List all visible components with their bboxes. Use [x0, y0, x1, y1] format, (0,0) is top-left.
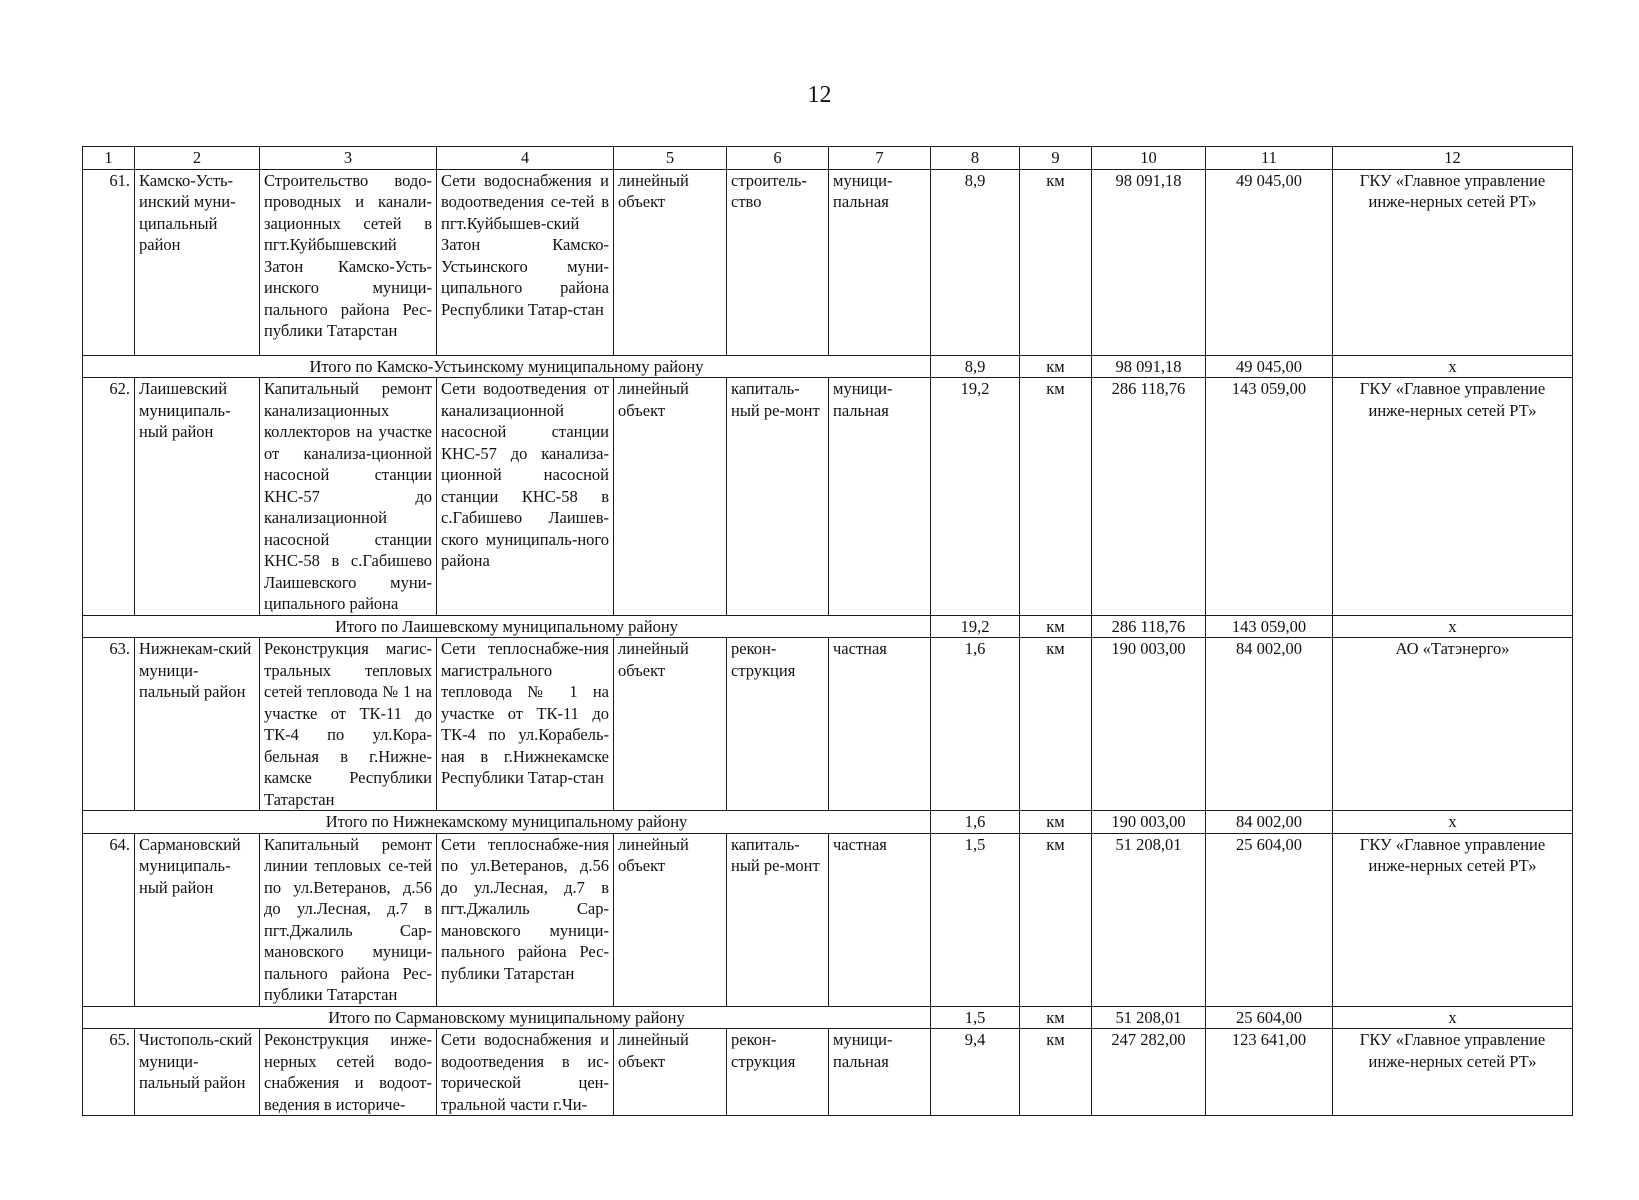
total-unit: км: [1020, 1006, 1092, 1029]
object-type-cell: линейный объект: [614, 378, 727, 616]
total-funding: 84 002,00: [1206, 811, 1333, 834]
funding-cell: 49 045,00: [1206, 169, 1333, 355]
total-funding: 49 045,00: [1206, 355, 1333, 378]
total-row: [83, 355, 1573, 378]
district-cell: Сармановский муниципаль-ный район: [135, 833, 260, 1006]
header-cell: 8: [931, 147, 1020, 170]
total-capacity: 8,9: [931, 355, 1020, 378]
customer-cell: АО «Татэнерго»: [1333, 638, 1573, 811]
cost-cell: 247 282,00: [1092, 1029, 1206, 1116]
work-description-cell: Капитальный ремонт канализационных коллекторов на участке от канализа-ционной насосной станции КНС-57 до канализационной насосной станции КНС-58 в с.Габишево Лаишевского муни-ципального района: [260, 378, 437, 616]
district-cell: Камско-Усть-инский муни-ципальный район: [135, 169, 260, 355]
ownership-cell: муници-пальная: [829, 169, 931, 355]
object-type-cell: линейный объект: [614, 1029, 727, 1116]
header-cell: 3: [260, 147, 437, 170]
total-cost: 286 118,76: [1092, 615, 1206, 638]
total-unit: км: [1020, 615, 1092, 638]
object-type-cell: линейный объект: [614, 638, 727, 811]
customer-cell: ГКУ «Главное управление инже-нерных сетей РТ»: [1333, 1029, 1573, 1116]
row-number: 63.: [83, 638, 135, 811]
investment-program-table: [82, 146, 1573, 1116]
total-row: [83, 1006, 1573, 1029]
ownership-cell: муници-пальная: [829, 1029, 931, 1116]
header-cell: 2: [135, 147, 260, 170]
total-capacity: 19,2: [931, 615, 1020, 638]
total-funding: 25 604,00: [1206, 1006, 1333, 1029]
cost-cell: 51 208,01: [1092, 833, 1206, 1006]
header-cell: 7: [829, 147, 931, 170]
unit-cell: км: [1020, 1029, 1092, 1116]
capacity-cell: 1,6: [931, 638, 1020, 811]
total-cost: 98 091,18: [1092, 355, 1206, 378]
district-cell: Чистополь-ский муници-пальный район: [135, 1029, 260, 1116]
capacity-cell: 9,4: [931, 1029, 1020, 1116]
work-description-cell: Реконструкция инже-нерных сетей водо-снабжения и водоот-ведения в историче-: [260, 1029, 437, 1116]
header-cell: 4: [437, 147, 614, 170]
funding-cell: 123 641,00: [1206, 1029, 1333, 1116]
unit-cell: км: [1020, 638, 1092, 811]
funding-cell: 84 002,00: [1206, 638, 1333, 811]
cost-cell: 190 003,00: [1092, 638, 1206, 811]
total-unit: км: [1020, 355, 1092, 378]
object-type-cell: линейный объект: [614, 169, 727, 355]
object-description-cell: Сети водоотведения от канализационной насосной станции КНС-57 до канализа-ционной насосной станции КНС-58 в с.Габишево Лаишев-ского муниципаль-ного района: [437, 378, 614, 616]
total-row: [83, 615, 1573, 638]
work-type-cell: рекон-струкция: [727, 1029, 829, 1116]
cost-cell: 286 118,76: [1092, 378, 1206, 616]
cost-cell: 98 091,18: [1092, 169, 1206, 355]
header-cell: 12: [1333, 147, 1573, 170]
district-cell: Лаишевский муниципаль-ный район: [135, 378, 260, 616]
unit-cell: км: [1020, 378, 1092, 616]
object-description-cell: Сети водоснабжения и водоотведения в ис-торической цен-тральной части г.Чи-: [437, 1029, 614, 1116]
column-number-header: [83, 147, 1573, 170]
ownership-cell: частная: [829, 833, 931, 1006]
row-number: 65.: [83, 1029, 135, 1116]
total-label: Итого по Камско-Устьинскому муниципальному району: [83, 355, 931, 378]
work-description-cell: Капитальный ремонт линии тепловых се-тей по ул.Ветеранов, д.56 до ул.Лесная, д.7 в пгт.Джалиль Сар-мановского муници-пального района Рес-публики Татарстан: [260, 833, 437, 1006]
capacity-cell: 8,9: [931, 169, 1020, 355]
table-row: [83, 169, 1573, 355]
district-cell: Нижнекам-ский муници-пальный район: [135, 638, 260, 811]
customer-cell: ГКУ «Главное управление инже-нерных сетей РТ»: [1333, 833, 1573, 1006]
total-unit: км: [1020, 811, 1092, 834]
work-description-cell: Строительство водо-проводных и канали-зационных сетей в пгт.Куйбышевский Затон Камско-Усть-инского муници-пального района Рес-публики Татарстан: [260, 169, 437, 355]
total-label: Итого по Лаишевскому муниципальному району: [83, 615, 931, 638]
table-row: [83, 638, 1573, 811]
funding-cell: 25 604,00: [1206, 833, 1333, 1006]
work-type-cell: капиталь-ный ре-монт: [727, 378, 829, 616]
customer-cell: ГКУ «Главное управление инже-нерных сетей РТ»: [1333, 378, 1573, 616]
funding-cell: 143 059,00: [1206, 378, 1333, 616]
total-customer: х: [1333, 355, 1573, 378]
row-number: 64.: [83, 833, 135, 1006]
unit-cell: км: [1020, 833, 1092, 1006]
row-number: 61.: [83, 169, 135, 355]
ownership-cell: муници-пальная: [829, 378, 931, 616]
header-cell: 5: [614, 147, 727, 170]
capacity-cell: 1,5: [931, 833, 1020, 1006]
work-type-cell: строитель-ство: [727, 169, 829, 355]
total-funding: 143 059,00: [1206, 615, 1333, 638]
customer-cell: ГКУ «Главное управление инже-нерных сетей РТ»: [1333, 169, 1573, 355]
object-description-cell: Сети теплоснабже-ния по ул.Ветеранов, д.56 до ул.Лесная, д.7 в пгт.Джалиль Сар-мановского муници-пального района Рес-публики Татарстан: [437, 833, 614, 1006]
total-label: Итого по Нижнекамскому муниципальному району: [83, 811, 931, 834]
table-row: [83, 833, 1573, 1006]
capacity-cell: 19,2: [931, 378, 1020, 616]
header-cell: 1: [83, 147, 135, 170]
header-cell: 10: [1092, 147, 1206, 170]
work-description-cell: Реконструкция магис-тральных тепловых сетей тепловода № 1 на участке от ТК-11 до ТК-4 по ул.Кора-бельная в г.Нижне-камске Республики Татарстан: [260, 638, 437, 811]
unit-cell: км: [1020, 169, 1092, 355]
total-cost: 51 208,01: [1092, 1006, 1206, 1029]
total-capacity: 1,5: [931, 1006, 1020, 1029]
object-type-cell: линейный объект: [614, 833, 727, 1006]
table-row: [83, 378, 1573, 616]
total-customer: х: [1333, 811, 1573, 834]
total-customer: х: [1333, 1006, 1573, 1029]
work-type-cell: капиталь-ный ре-монт: [727, 833, 829, 1006]
header-cell: 9: [1020, 147, 1092, 170]
work-type-cell: рекон-струкция: [727, 638, 829, 811]
object-description-cell: Сети теплоснабже-ния магистрального тепловода № 1 на участке от ТК-11 до ТК-4 по ул.Корабель-ная в г.Нижнекамске Республики Татар-стан: [437, 638, 614, 811]
total-cost: 190 003,00: [1092, 811, 1206, 834]
total-customer: х: [1333, 615, 1573, 638]
header-cell: 11: [1206, 147, 1333, 170]
table-row: [83, 1029, 1573, 1116]
page-number: 12: [807, 82, 832, 108]
header-cell: 6: [727, 147, 829, 170]
total-capacity: 1,6: [931, 811, 1020, 834]
object-description-cell: Сети водоснабжения и водоотведения се-тей в пгт.Куйбышев-ский Затон Камско-Устьинского муни-ципального района Республики Татар-стан: [437, 169, 614, 355]
total-row: [83, 811, 1573, 834]
row-number: 62.: [83, 378, 135, 616]
total-label: Итого по Сармановскому муниципальному району: [83, 1006, 931, 1029]
ownership-cell: частная: [829, 638, 931, 811]
